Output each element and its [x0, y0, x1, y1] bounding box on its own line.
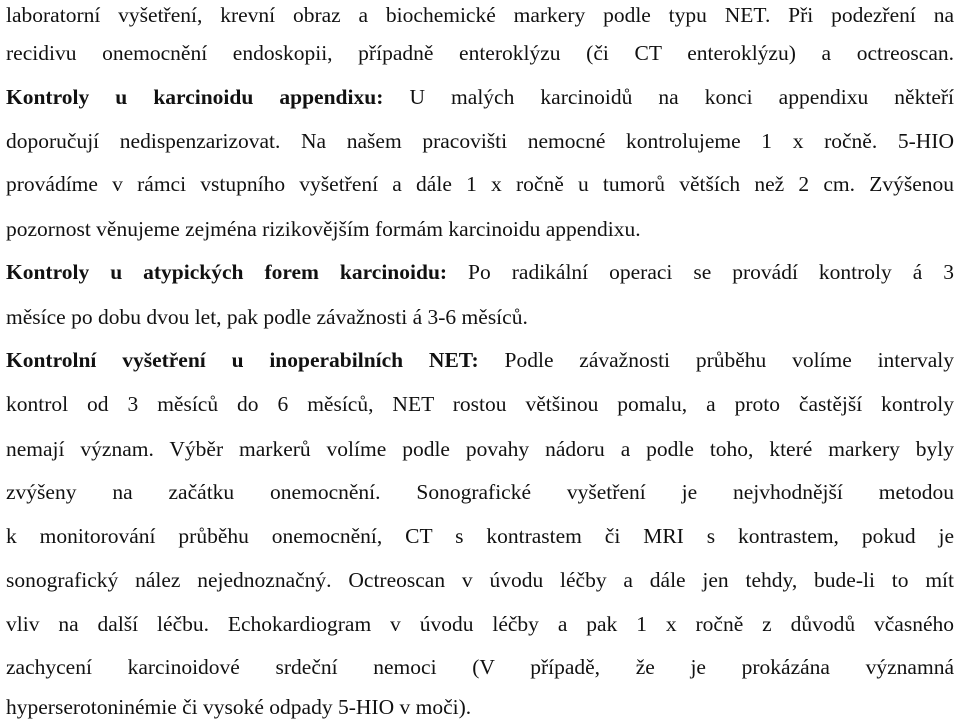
section-heading: Kontrolní vyšetření u inoperabilních NET:: [6, 348, 479, 372]
text-run: doporučují nedispenzarizovat. Na našem pracovišti nemocné kontrolujeme 1 x ročně. 5-HIO: [6, 129, 954, 153]
text-run: měsíce po dobu dvou let, pak podle závažnosti á 3-6 měsíců.: [6, 305, 528, 329]
section-heading: Kontroly u atypických forem karcinoidu:: [6, 260, 448, 284]
text-line: [6, 345, 954, 375]
text-line: [6, 302, 954, 332]
text-run: sonografický nález nejednoznačný. Octreoscan v úvodu léčby a dále jen tehdy, bude-li to mít: [6, 568, 954, 592]
text-run: laboratorní vyšetření, krevní obraz a biochemické markery podle typu NET. Při podezření na: [6, 3, 954, 27]
text-run: hyperserotoninémie či vysoké odpady 5-HIO v moči).: [6, 695, 472, 719]
text-run: zvýšeny na začátku onemocnění. Sonografické vyšetření je nejvhodnější metodou: [6, 480, 954, 504]
text-line: [6, 38, 954, 68]
text-run: kontrol od 3 měsíců do 6 měsíců, NET rostou většinou pomalu, a proto častější kontroly: [6, 392, 954, 416]
text-line: [6, 257, 954, 287]
text-line: [6, 652, 954, 682]
text-line: [6, 389, 954, 419]
text-line: [6, 565, 954, 595]
text-run: vliv na další léčbu. Echokardiogram v úvodu léčby a pak 1 x ročně z důvodů včasného: [6, 612, 954, 636]
text-run: Po radikální operaci se provádí kontroly á 3: [447, 260, 954, 284]
text-run: nemají význam. Výběr markerů volíme podle povahy nádoru a podle toho, které markery byly: [6, 437, 954, 461]
text-run: pozornost věnujeme zejména rizikovějším formám karcinoidu appendixu.: [6, 217, 641, 241]
section-heading: Kontroly u karcinoidu appendixu:: [6, 85, 384, 109]
text-line: [6, 434, 954, 464]
text-run: Podle závažnosti průběhu volíme intervaly: [478, 348, 954, 372]
text-line: [6, 126, 954, 156]
text-line: [6, 169, 954, 199]
text-line: [6, 477, 954, 507]
text-line: [6, 214, 954, 244]
text-run: U malých karcinoidů na konci appendixu někteří: [383, 85, 954, 109]
text-line: [6, 609, 954, 639]
text-run: zachycení karcinoidové srdeční nemoci (V případě, že je prokázána významná: [6, 655, 954, 679]
text-line: [6, 82, 954, 112]
text-run: recidivu onemocnění endoskopii, případně enteroklýzu (či CT enteroklýzu) a octreoscan.: [6, 41, 954, 65]
text-run: k monitorování průběhu onemocnění, CT s kontrastem či MRI s kontrastem, pokud je: [6, 524, 954, 548]
text-line: [6, 692, 954, 722]
text-run: provádíme v rámci vstupního vyšetření a dále 1 x ročně u tumorů větších než 2 cm. Zvýšenou: [6, 172, 954, 196]
text-line: [6, 521, 954, 551]
text-line: [6, 0, 954, 30]
